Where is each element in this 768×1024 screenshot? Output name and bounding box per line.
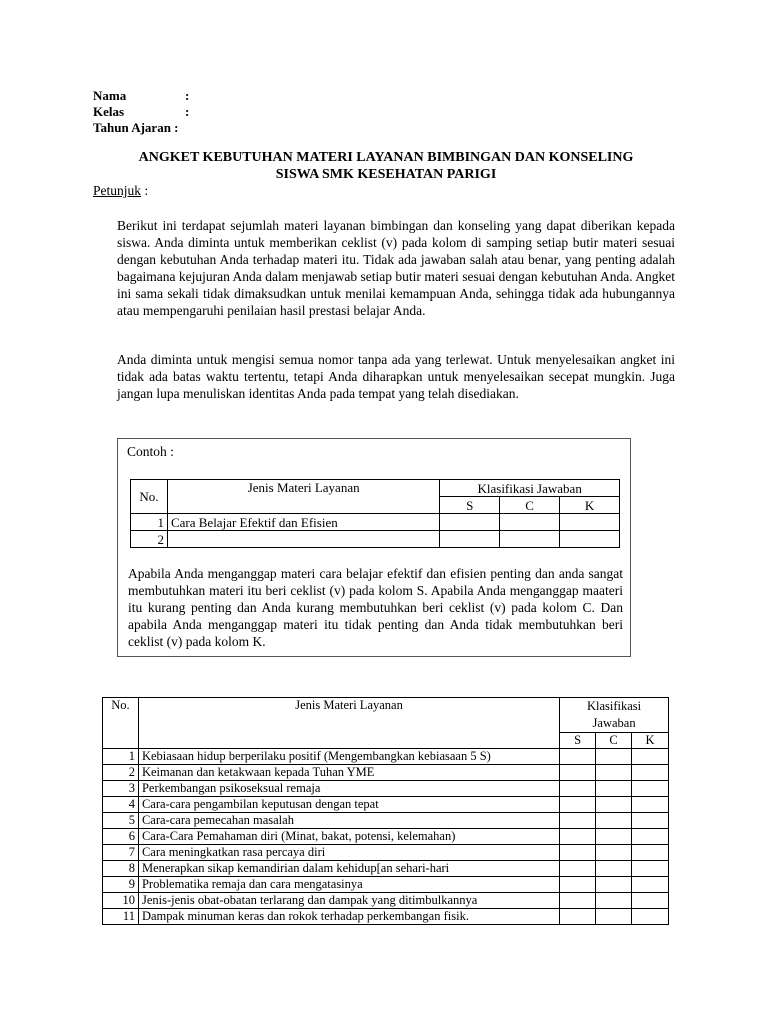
example-cell-k[interactable] <box>560 514 620 531</box>
col-c-header: C <box>596 733 632 749</box>
answer-cell-c[interactable] <box>596 781 632 797</box>
questionnaire-table <box>102 697 669 925</box>
table-row <box>103 781 669 797</box>
row-materi: Kebiasaan hidup berperilaku positif (Mengembangkan kebiasaan 5 S) <box>138 749 559 765</box>
col-k-header: K <box>632 733 669 749</box>
row-number: 6 <box>103 829 139 845</box>
row-materi: Cara-cara pemecahan masalah <box>138 813 559 829</box>
col-s-header: S <box>560 733 596 749</box>
example-label: Contoh : <box>127 444 174 459</box>
identity-nama <box>93 88 189 104</box>
answer-cell-s[interactable] <box>560 749 596 765</box>
answer-cell-c[interactable] <box>596 813 632 829</box>
table-row <box>103 893 669 909</box>
answer-cell-c[interactable] <box>596 893 632 909</box>
row-number: 1 <box>103 749 139 765</box>
col-jenis-header: Jenis Materi Layanan <box>138 698 559 749</box>
nama-colon: : <box>185 88 190 103</box>
table-row <box>103 909 669 925</box>
row-number: 10 <box>103 893 139 909</box>
example-cell-s[interactable] <box>440 531 500 548</box>
petunjuk-label: Petunjuk <box>93 183 142 198</box>
table-row <box>103 829 669 845</box>
example-table <box>130 479 620 548</box>
questionnaire-header-row <box>103 698 669 733</box>
row-materi: Menerapkan sikap kemandirian dalam kehidup[an sehari-hari <box>138 861 559 877</box>
row-number: 5 <box>103 813 139 829</box>
row-materi: Keimanan dan ketakwaan kepada Tuhan YME <box>138 765 559 781</box>
answer-cell-s[interactable] <box>560 877 596 893</box>
petunjuk-heading <box>93 183 148 199</box>
kelas-label: Kelas <box>93 104 125 119</box>
answer-cell-k[interactable] <box>632 797 669 813</box>
col-klasifikasi-header <box>560 698 669 733</box>
row-materi: Perkembangan psikoseksual remaja <box>138 781 559 797</box>
example-row-no: 2 <box>131 531 168 548</box>
answer-cell-k[interactable] <box>632 749 669 765</box>
klasifikasi-line-1: Klasifikasi <box>586 699 642 713</box>
answer-cell-s[interactable] <box>560 909 596 925</box>
example-row <box>131 531 620 548</box>
answer-cell-k[interactable] <box>632 861 669 877</box>
answer-cell-c[interactable] <box>596 877 632 893</box>
row-number: 4 <box>103 797 139 813</box>
row-materi: Jenis-jenis obat-obatan terlarang dan dampak yang ditimbulkannya <box>138 893 559 909</box>
answer-cell-k[interactable] <box>632 829 669 845</box>
example-col-s: S <box>440 497 500 514</box>
example-col-no: No. <box>131 480 168 514</box>
example-explanation: Apabila Anda menganggap materi cara belajar efektif dan efisien penting dan anda sangat membutuhkan materi itu beri ceklist (v) pada kolom S. Apabila Anda menganggap maateri itu kurang penting dan Anda kurang membutuhkan beri ceklist (v) pada kolom C. Dan apabila Anda menganggap materi itu tidak penting dan Anda tidak membutuhkan beri ceklist (v) pada kolom K. <box>128 566 623 649</box>
table-row <box>103 813 669 829</box>
table-row <box>103 765 669 781</box>
example-row <box>131 514 620 531</box>
answer-cell-c[interactable] <box>596 861 632 877</box>
example-cell-c[interactable] <box>500 531 560 548</box>
table-row <box>103 861 669 877</box>
petunjuk-colon: : <box>141 183 149 198</box>
answer-cell-k[interactable] <box>632 765 669 781</box>
example-cell-s[interactable] <box>440 514 500 531</box>
row-materi: Problematika remaja dan cara mengatasinya <box>138 877 559 893</box>
kelas-colon: : <box>185 104 190 119</box>
answer-cell-k[interactable] <box>632 845 669 861</box>
identity-block <box>93 88 189 136</box>
answer-cell-s[interactable] <box>560 845 596 861</box>
example-row-no: 1 <box>131 514 168 531</box>
row-materi: Dampak minuman keras dan rokok terhadap perkembangan fisik. <box>138 909 559 925</box>
table-row <box>103 749 669 765</box>
answer-cell-c[interactable] <box>596 845 632 861</box>
row-materi: Cara meningkatkan rasa percaya diri <box>138 845 559 861</box>
instruction-paragraph-2: Anda diminta untuk mengisi semua nomor tanpa ada yang terlewat. Untuk menyelesaikan angket ini tidak ada batas waktu tertentu, tetapi Anda diharapkan untuk menyelesaikan secepat mungkin. Juga jangan lupa menuliskan identitas Anda pada tempat yang telah disediakan. <box>117 352 675 401</box>
answer-cell-c[interactable] <box>596 909 632 925</box>
answer-cell-k[interactable] <box>632 909 669 925</box>
nama-label: Nama <box>93 88 127 103</box>
answer-cell-s[interactable] <box>560 765 596 781</box>
title-line-2: SISWA SMK KESEHATAN PARIGI <box>275 167 497 182</box>
example-row-text: Cara Belajar Efektif dan Efisien <box>167 514 439 531</box>
answer-cell-s[interactable] <box>560 813 596 829</box>
row-materi: Cara-cara pengambilan keputusan dengan tepat <box>138 797 559 813</box>
example-header-row <box>131 480 620 497</box>
answer-cell-c[interactable] <box>596 797 632 813</box>
row-number: 8 <box>103 861 139 877</box>
example-box <box>117 438 631 657</box>
klasifikasi-line-2: Jawaban <box>592 716 636 730</box>
answer-cell-k[interactable] <box>632 813 669 829</box>
example-row-text <box>167 531 439 548</box>
document-title <box>93 149 679 183</box>
answer-cell-k[interactable] <box>632 877 669 893</box>
row-number: 3 <box>103 781 139 797</box>
instruction-paragraph-1: Berikut ini terdapat sejumlah materi layanan bimbingan dan konseling yang dapat diberikan kepada siswa. Anda diminta untuk memberikan ceklist (v) pada kolom di samping setiap butir materi sesuai dengan kebutuhan Anda terhadap materi itu. Tidak ada jawaban salah atau benar, yang penting adalah bagaimana kejujuran Anda dalam menjawab setiap butir materi sesuai dengan kebutuhan Anda. Angket ini sama sekali tidak dimaksudkan untuk menilai kemampuan Anda, sehingga tidak ada hubungannya atau mempengaruhi penilaian hasil prestasi belajar Anda. <box>117 218 675 318</box>
row-number: 7 <box>103 845 139 861</box>
col-no-header: No. <box>103 698 139 749</box>
answer-cell-s[interactable] <box>560 797 596 813</box>
example-cell-k[interactable] <box>560 531 620 548</box>
example-col-klasifikasi: Klasifikasi Jawaban <box>440 480 620 497</box>
example-cell-c[interactable] <box>500 514 560 531</box>
row-number: 2 <box>103 765 139 781</box>
table-row <box>103 845 669 861</box>
row-number: 11 <box>103 909 139 925</box>
answer-cell-k[interactable] <box>632 893 669 909</box>
table-row <box>103 877 669 893</box>
answer-cell-c[interactable] <box>596 765 632 781</box>
tahun-label: Tahun Ajaran : <box>93 120 179 135</box>
identity-kelas <box>93 104 189 120</box>
answer-cell-s[interactable] <box>560 781 596 797</box>
answer-cell-s[interactable] <box>560 893 596 909</box>
title-line-1: ANGKET KEBUTUHAN MATERI LAYANAN BIMBINGAN DAN KONSELING <box>138 150 634 165</box>
answer-cell-c[interactable] <box>596 749 632 765</box>
answer-cell-s[interactable] <box>560 829 596 845</box>
answer-cell-c[interactable] <box>596 829 632 845</box>
questionnaire-body <box>103 749 669 925</box>
answer-cell-k[interactable] <box>632 781 669 797</box>
table-row <box>103 797 669 813</box>
answer-cell-s[interactable] <box>560 861 596 877</box>
row-materi: Cara-Cara Pemahaman diri (Minat, bakat, potensi, kelemahan) <box>138 829 559 845</box>
identity-tahun <box>93 120 189 136</box>
example-col-k: K <box>560 497 620 514</box>
row-number: 9 <box>103 877 139 893</box>
example-col-jenis: Jenis Materi Layanan <box>167 480 439 514</box>
example-col-c: C <box>500 497 560 514</box>
